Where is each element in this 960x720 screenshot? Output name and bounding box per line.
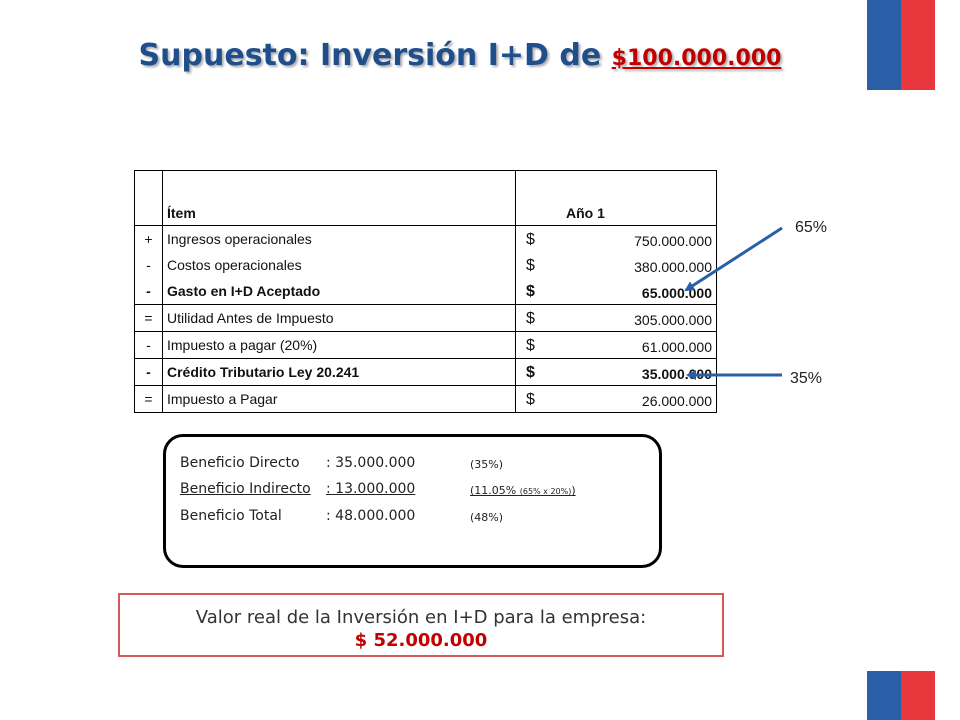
benefit-pct: (35%) bbox=[470, 458, 504, 471]
row-item: Gasto en I+D Aceptado bbox=[163, 278, 516, 305]
row-value: 65.000.000 bbox=[641, 285, 712, 301]
row-value: 26.000.000 bbox=[641, 393, 712, 409]
header-item: Ítem bbox=[163, 171, 516, 226]
row-sign: - bbox=[135, 278, 163, 305]
label-65-percent: 65% bbox=[795, 219, 828, 236]
header-year: Año 1 bbox=[516, 171, 717, 226]
arrow-65 bbox=[686, 228, 782, 290]
benefit-pct: (11.05% (65% x 20%)) bbox=[470, 484, 576, 497]
label-35-percent: 35% bbox=[790, 370, 823, 387]
row-sign: - bbox=[135, 359, 163, 386]
row-currency: $ bbox=[526, 257, 535, 274]
benefit-pct-detail: (65% x 20%) bbox=[519, 487, 572, 496]
row-sign: = bbox=[135, 305, 163, 332]
row-sign: = bbox=[135, 386, 163, 413]
valor-text: Valor real de la Inversión en I+D para la empresa: bbox=[195, 607, 647, 628]
benefit-value: : 13.000.000 bbox=[326, 481, 416, 497]
row-item: Ingresos operacionales bbox=[163, 226, 516, 253]
benefit-label: Beneficio Total bbox=[180, 508, 282, 524]
title-prefix: Supuesto: Inversión I+D de bbox=[138, 38, 602, 73]
row-item: Crédito Tributario Ley 20.241 bbox=[163, 359, 516, 386]
benefit-value: : 48.000.000 bbox=[326, 508, 416, 524]
row-sign: + bbox=[135, 226, 163, 253]
row-item: Costos operacionales bbox=[163, 252, 516, 278]
valor-amount: $ 52.000.000 bbox=[354, 630, 488, 651]
row-currency: $ bbox=[526, 364, 535, 381]
benefit-box bbox=[163, 434, 662, 568]
title-amount: $100.000.000 bbox=[611, 46, 782, 71]
row-value: 305.000.000 bbox=[634, 312, 712, 328]
row-currency: $ bbox=[526, 310, 535, 327]
row-currency: $ bbox=[526, 391, 535, 408]
benefit-label: Beneficio Indirecto bbox=[180, 481, 311, 497]
row-currency: $ bbox=[526, 283, 535, 300]
benefit-pct: (48%) bbox=[470, 511, 504, 524]
row-value: 380.000.000 bbox=[634, 259, 712, 275]
row-value: 61.000.000 bbox=[641, 339, 712, 355]
row-item: Impuesto a pagar (20%) bbox=[163, 332, 516, 359]
row-value: 35.000.000 bbox=[641, 366, 712, 382]
benefit-value: : 35.000.000 bbox=[326, 455, 416, 471]
row-currency: $ bbox=[526, 337, 535, 354]
benefit-label: Beneficio Directo bbox=[180, 455, 300, 471]
row-sign: - bbox=[135, 332, 163, 359]
row-currency: $ bbox=[526, 231, 535, 248]
row-item: Utilidad Antes de Impuesto bbox=[163, 305, 516, 332]
row-item: Impuesto a Pagar bbox=[163, 386, 516, 413]
row-sign: - bbox=[135, 252, 163, 278]
row-value: 750.000.000 bbox=[634, 233, 712, 249]
valor-real-box bbox=[118, 593, 724, 657]
